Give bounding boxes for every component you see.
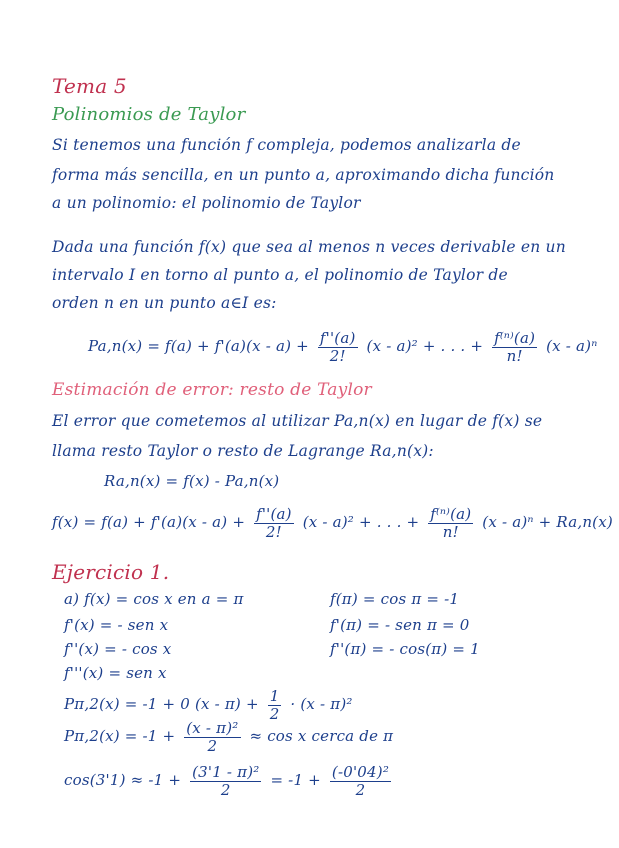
definition-line-2: intervalo I en torno al punto a, el polinomio de Taylor de bbox=[52, 266, 508, 284]
intro-line-1: Si tenemos una función f compleja, podemos analizarla de bbox=[52, 136, 521, 154]
fraction-denominator: n! bbox=[442, 522, 459, 541]
full-taylor-formula bbox=[52, 506, 613, 540]
poly-lhs: Pπ,2(x) = -1 + bbox=[64, 727, 176, 745]
fraction-evaluation-2 bbox=[330, 764, 391, 798]
formula-tail: (x - a)ⁿ + Ra,n(x) bbox=[482, 513, 613, 531]
fraction-denominator: n! bbox=[506, 346, 523, 365]
fraction-one-half bbox=[268, 688, 282, 722]
fraction-denominator: 2 bbox=[220, 780, 231, 799]
fraction-numerator: f⁽ⁿ⁾(a) bbox=[494, 329, 536, 347]
intro-line-3: a un polinomio: el polinomio de Taylor bbox=[52, 194, 361, 212]
fraction-numerator: 1 bbox=[269, 687, 280, 705]
fraction-numerator: f⁽ⁿ⁾(a) bbox=[430, 505, 472, 523]
formula-middle: (x - a)² + . . . + bbox=[366, 337, 484, 355]
fraction-nth-derivative bbox=[492, 330, 537, 364]
fraction-numerator: (-0'04)² bbox=[331, 763, 390, 781]
third-derivative: f'''(x) = sen x bbox=[64, 664, 167, 682]
section-title-error: Estimación de error: resto de Taylor bbox=[52, 380, 372, 400]
exercise-part-a: a) f(x) = cos x en a = π bbox=[64, 590, 244, 608]
error-line-1: El error que cometemos al utilizar Pa,n(x) en lugar de f(x) se bbox=[52, 412, 543, 430]
second-derivative: f''(x) = - cos x bbox=[64, 640, 172, 658]
poly-lhs: Pπ,2(x) = -1 + 0 (x - π) + bbox=[64, 695, 259, 713]
definition-line-3: orden n en un punto a∈I es: bbox=[52, 294, 277, 312]
evaluation-cos-3-1 bbox=[64, 764, 395, 798]
poly-tail: · (x - π)² bbox=[290, 695, 353, 713]
first-derivative: f'(x) = - sen x bbox=[64, 616, 169, 634]
fraction-numerator: (3'1 - π)² bbox=[192, 763, 260, 781]
intro-line-2: forma más sencilla, en un punto a, aproximando dicha función bbox=[52, 166, 555, 184]
value-f-at-pi: f(π) = cos π = -1 bbox=[330, 590, 460, 608]
value-first-derivative-at-pi: f'(π) = - sen π = 0 bbox=[330, 616, 470, 634]
fraction-squared-term bbox=[184, 720, 240, 754]
fraction-denominator: 2! bbox=[265, 522, 282, 541]
fraction-denominator: 2 bbox=[207, 736, 218, 755]
poly-tail: ≈ cos x cerca de π bbox=[249, 727, 394, 745]
fraction-nth-derivative bbox=[428, 506, 473, 540]
formula-lhs: f(x) = f(a) + f'(a)(x - a) + bbox=[52, 513, 246, 531]
section-title-taylor: Polinomios de Taylor bbox=[52, 104, 246, 125]
fraction-denominator: 2! bbox=[329, 346, 346, 365]
fraction-evaluation-1 bbox=[190, 764, 261, 798]
topic-title: Tema 5 bbox=[52, 74, 127, 98]
definition-line-1: Dada una función f(x) que sea al menos n veces derivable en un bbox=[52, 238, 566, 256]
taylor-polynomial-step-1 bbox=[64, 688, 353, 722]
error-line-2: llama resto Taylor o resto de Lagrange Ra,n(x): bbox=[52, 442, 434, 460]
taylor-polynomial-step-2 bbox=[64, 720, 393, 754]
exercise-title: Ejercicio 1. bbox=[52, 560, 170, 584]
fraction-numerator: f''(a) bbox=[319, 329, 356, 347]
fraction-second-derivative bbox=[254, 506, 294, 540]
formula-tail: (x - a)ⁿ bbox=[546, 337, 598, 355]
taylor-polynomial-formula bbox=[88, 330, 598, 364]
value-second-derivative-at-pi: f''(π) = - cos(π) = 1 bbox=[330, 640, 480, 658]
formula-middle: (x - a)² + . . . + bbox=[302, 513, 420, 531]
fraction-numerator: (x - π)² bbox=[186, 719, 239, 737]
fraction-denominator: 2 bbox=[269, 704, 280, 723]
eval-middle: = -1 + bbox=[270, 771, 321, 789]
formula-lhs: Pa,n(x) = f(a) + f'(a)(x - a) + bbox=[88, 337, 309, 355]
fraction-numerator: f''(a) bbox=[256, 505, 292, 523]
eval-lhs: cos(3'1) ≈ -1 + bbox=[64, 771, 182, 789]
fraction-denominator: 2 bbox=[355, 780, 366, 799]
fraction-second-derivative bbox=[318, 330, 358, 364]
remainder-definition: Ra,n(x) = f(x) - Pa,n(x) bbox=[104, 472, 280, 490]
